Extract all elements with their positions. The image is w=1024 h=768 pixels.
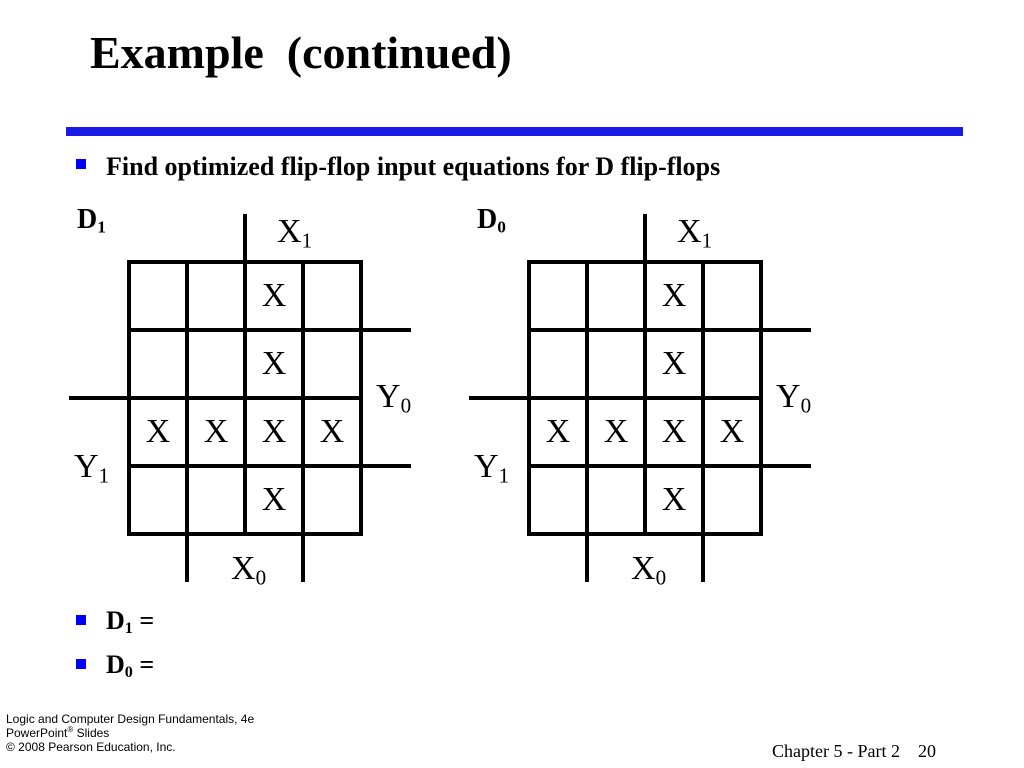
x1-label-sub: 1 <box>301 228 313 253</box>
y1-bracket-line <box>69 396 129 400</box>
kmap-cell <box>703 466 761 534</box>
equation-d1 <box>106 606 155 638</box>
kmap-cell: X <box>661 345 687 382</box>
kmap-cell <box>587 330 645 398</box>
footer-book-line2-main: PowerPoint <box>6 726 68 740</box>
kmap-cell <box>303 262 361 330</box>
x1-bracket-line <box>243 214 247 262</box>
equation-rest: = <box>132 650 155 679</box>
y0-bracket-line <box>761 464 811 468</box>
map-title-sub: 1 <box>97 217 106 237</box>
y1-label <box>74 448 110 488</box>
y0-label-sub: 0 <box>400 393 412 418</box>
kmap-cell <box>529 466 587 534</box>
registered-mark: ® <box>67 725 74 734</box>
kmap-cell: X <box>603 413 629 450</box>
y1-label-var: Y <box>74 448 99 485</box>
bullet-square-icon <box>76 615 86 625</box>
x0-label-var: X <box>631 550 656 587</box>
kmap-cell <box>303 466 361 534</box>
kmap-cell <box>187 262 245 330</box>
x0-label-sub: 0 <box>255 565 267 590</box>
x0-bracket-line <box>301 534 305 582</box>
footer-book-line3: © 2008 Pearson Education, Inc. <box>6 740 176 754</box>
y1-label <box>474 448 510 488</box>
x0-label-sub: 0 <box>655 565 667 590</box>
y0-label <box>376 378 412 418</box>
equation-sub: 1 <box>124 620 133 638</box>
kmap-cell: X <box>203 413 229 450</box>
y0-label <box>776 378 812 418</box>
bullet-square-icon <box>76 159 86 169</box>
kmap-cell <box>529 330 587 398</box>
y1-label-sub: 1 <box>98 463 110 488</box>
map-title <box>77 204 106 237</box>
kmap-cell: X <box>261 345 287 382</box>
kmap-cell <box>703 330 761 398</box>
kmap-cell <box>187 466 245 534</box>
y0-bracket-line <box>761 328 811 332</box>
y0-bracket-line <box>361 328 411 332</box>
footer-book-info <box>6 712 254 754</box>
kmap-cell <box>703 262 761 330</box>
y0-label-var: Y <box>376 378 401 415</box>
slide-title: Example (continued) <box>90 27 512 78</box>
kmap-cell <box>587 466 645 534</box>
kmap-cell <box>129 466 187 534</box>
map-title-var: D <box>477 204 498 235</box>
footer-book-line1: Logic and Computer Design Fundamentals, 4e <box>6 712 255 726</box>
x1-label-sub: 1 <box>701 228 713 253</box>
bullet-square-icon <box>76 659 86 669</box>
bullet-text: Find optimized flip-flop input equations for D flip-flops <box>106 152 721 181</box>
kmap-cell: X <box>261 277 287 314</box>
y1-label-var: Y <box>474 448 499 485</box>
x0-bracket-line <box>185 534 189 582</box>
map-title-sub: 0 <box>497 217 506 237</box>
kmap-cell: X <box>545 413 571 450</box>
kmap-cell <box>187 330 245 398</box>
x1-label <box>277 213 313 253</box>
equation-var: D <box>106 650 125 679</box>
footer-page-number: 20 <box>917 741 936 761</box>
kmap-cell: X <box>261 413 287 450</box>
y1-label-sub: 1 <box>498 463 510 488</box>
map-title-var: D <box>77 204 98 235</box>
kmap-cell <box>129 330 187 398</box>
title-underline <box>66 127 963 136</box>
kmap-cell: X <box>719 413 745 450</box>
equation-sub: 0 <box>124 664 133 682</box>
kmap-cell: X <box>261 481 287 518</box>
footer-book-line2-rest: Slides <box>73 726 110 740</box>
kmap-cell: X <box>145 413 171 450</box>
kmap-cell: X <box>661 277 687 314</box>
x0-label-var: X <box>231 550 256 587</box>
kmap-cell: X <box>319 413 345 450</box>
kmap-cell: X <box>661 413 687 450</box>
x1-label-var: X <box>277 213 302 250</box>
kmap-cell: X <box>661 481 687 518</box>
x1-bracket-line <box>643 214 647 262</box>
y1-bracket-line <box>469 396 529 400</box>
y0-bracket-line <box>361 464 411 468</box>
equation-rest: = <box>132 606 155 635</box>
kmap-cell <box>587 262 645 330</box>
kmap-cell <box>303 330 361 398</box>
footer-book-line2 <box>6 726 254 740</box>
y0-label-var: Y <box>776 378 801 415</box>
x1-label-var: X <box>677 213 702 250</box>
x1-label <box>677 213 713 253</box>
kmap-cell <box>129 262 187 330</box>
x0-label <box>631 550 667 590</box>
map-title <box>477 204 506 237</box>
footer-chapter: Chapter 5 - Part 2 <box>772 741 900 761</box>
equation-var: D <box>106 606 125 635</box>
equation-d0 <box>106 650 155 682</box>
footer-slide-info <box>772 742 936 760</box>
kmap-cell <box>529 262 587 330</box>
x0-bracket-line <box>701 534 705 582</box>
x0-bracket-line <box>585 534 589 582</box>
x0-label <box>231 550 267 590</box>
y0-label-sub: 0 <box>800 393 812 418</box>
